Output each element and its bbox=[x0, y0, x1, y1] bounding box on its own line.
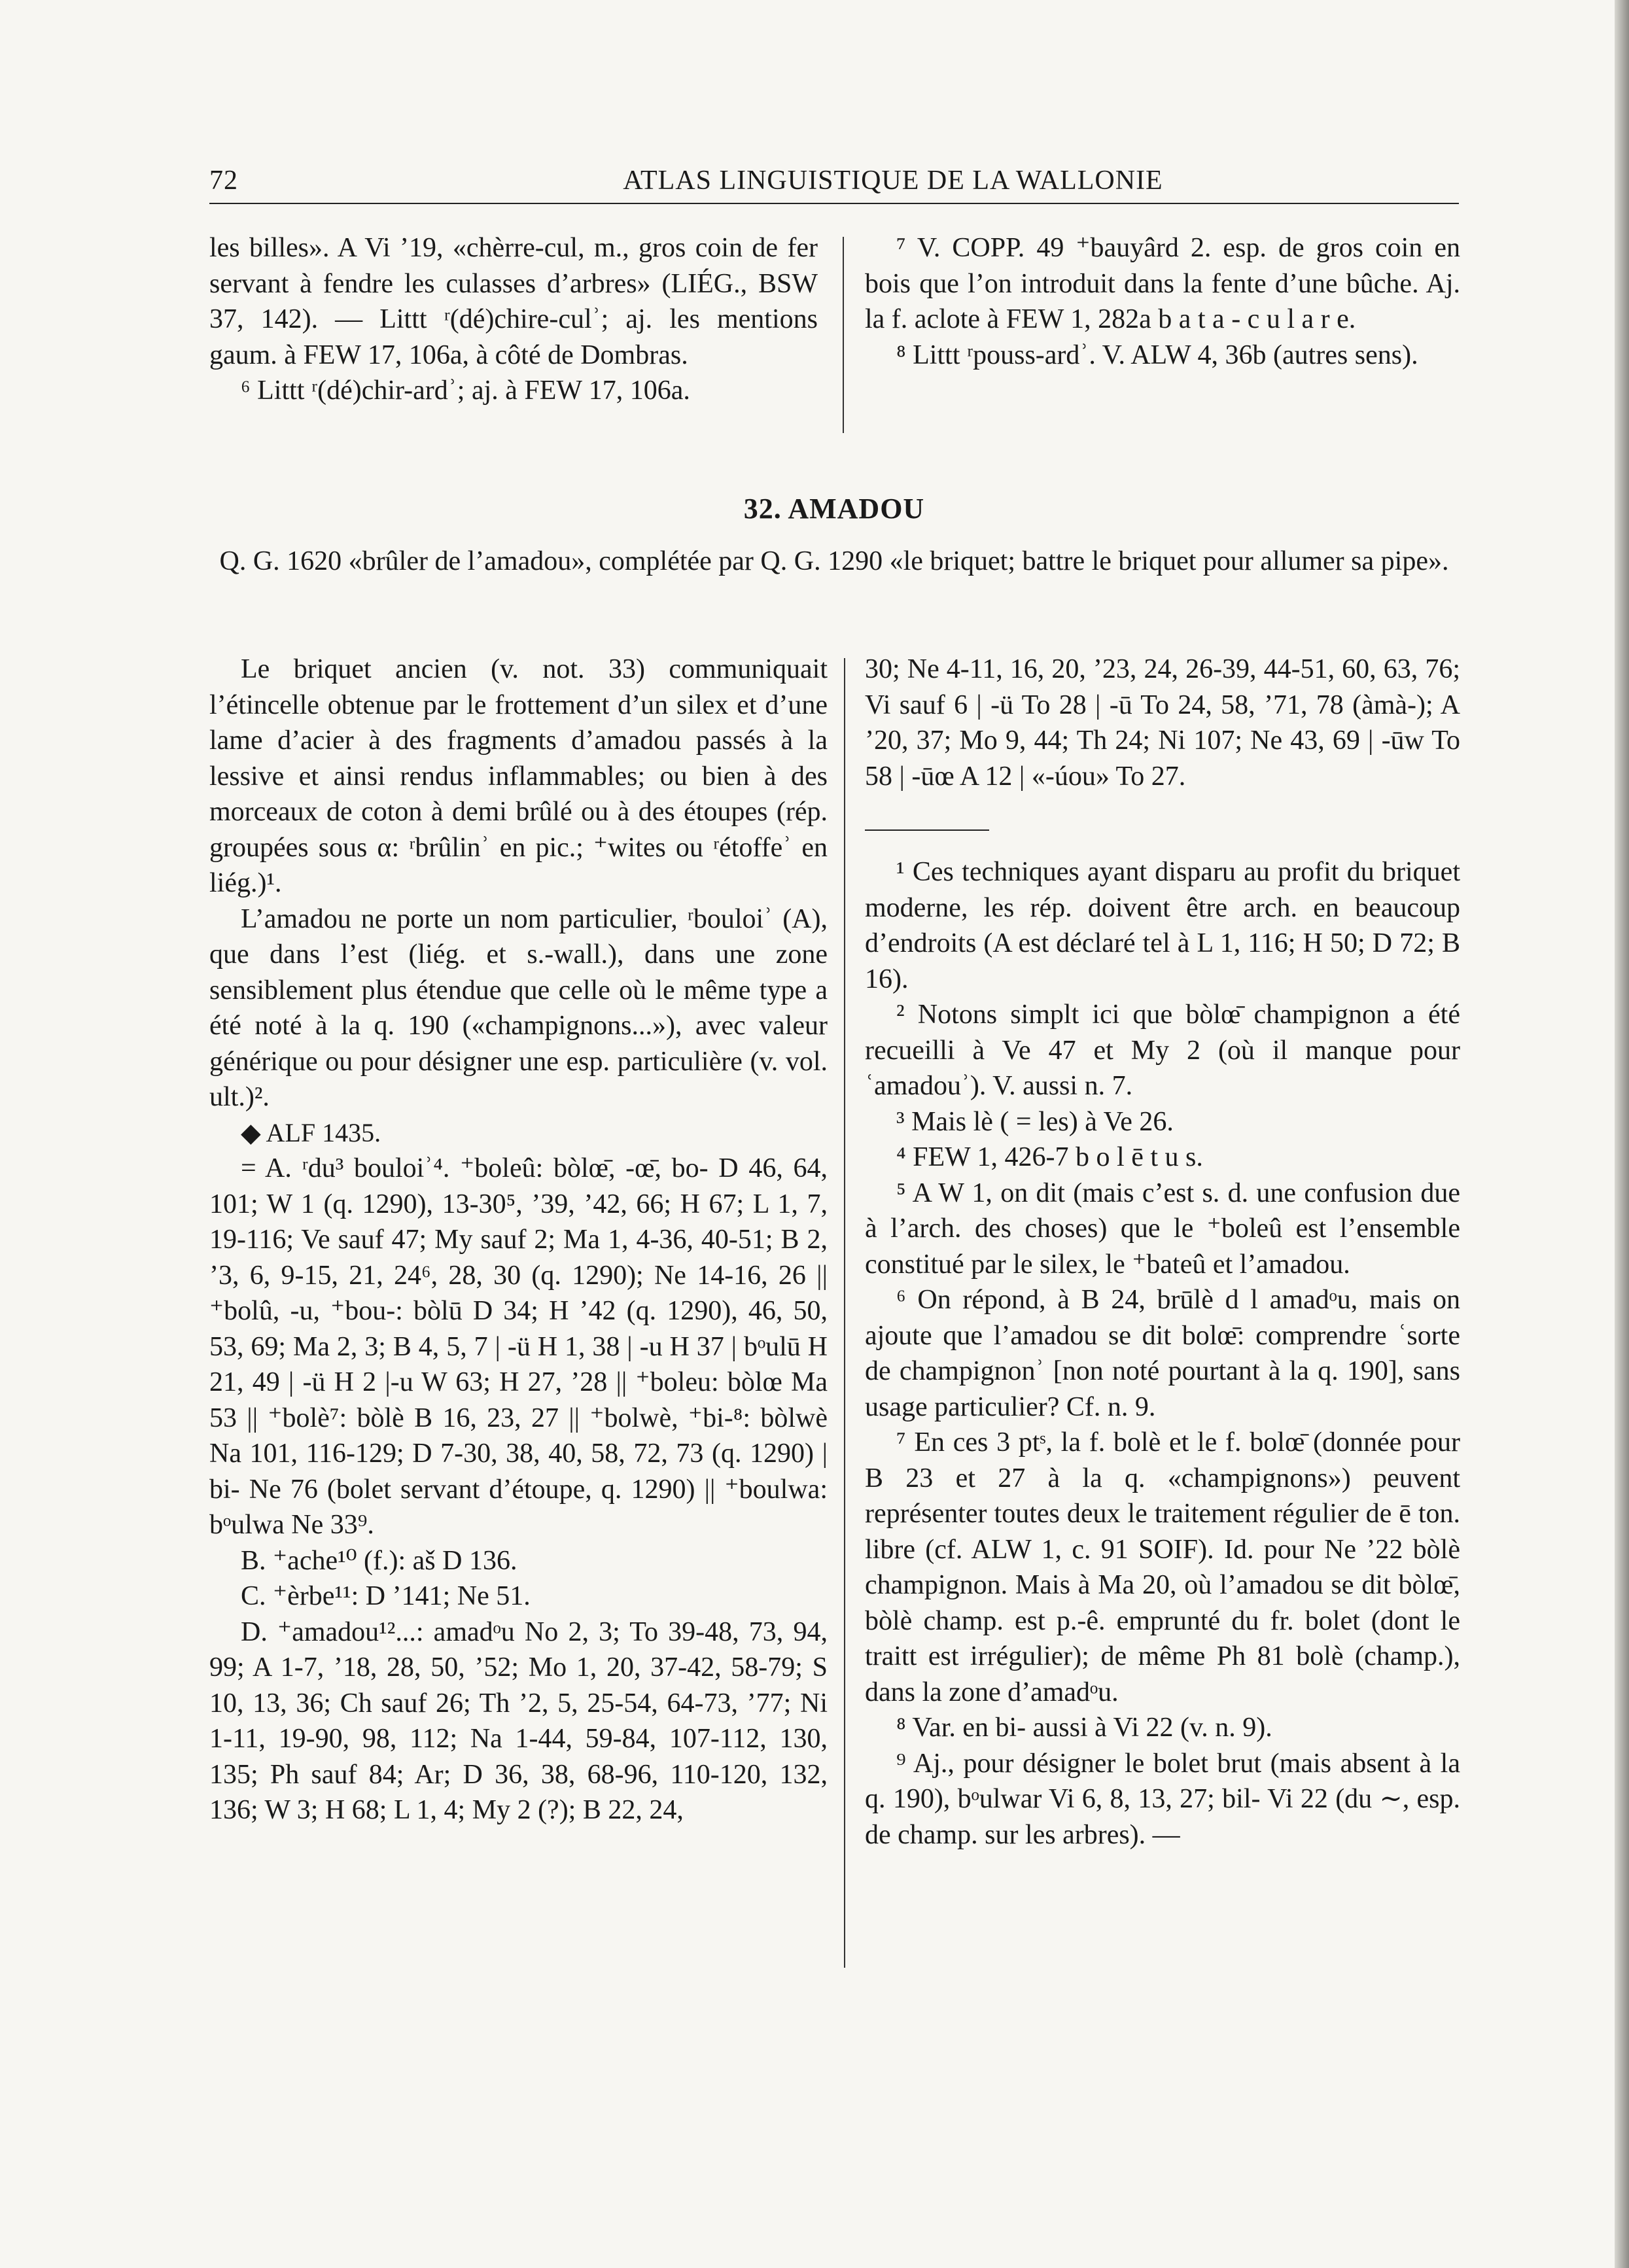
footnote-6: ⁶ Littt ʳ(dé)chir-ardʾ; aj. à FEW 17, 106a. bbox=[241, 375, 690, 406]
alf-reference: ◆ ALF 1435. bbox=[241, 1117, 381, 1147]
footnote-3: ³ Mais lè ( = les) à Ve 26. bbox=[896, 1106, 1174, 1137]
footnote-6-main: ⁶ On répond, à B 24, brūlè d l amadᵒu, mais on ajoute que l’amadou se dit bolœ̄: comprendre ʿsorte de champignonʾ [non noté pourtant à la q. 190], sans usage particulier? Cf. n. 9. bbox=[865, 1285, 1460, 1422]
page-number: 72 bbox=[209, 166, 238, 196]
footnote-8-main: ⁸ Var. en bi- aussi à Vi 22 (v. n. 9). bbox=[896, 1713, 1272, 1743]
footnote-1: ¹ Ces techniques ayant disparu au profit du briquet moderne, les rép. doivent être arch. en beaucoup d’endroits (A est déclaré tel à L 1, 116; H 50; D 72; B 16). bbox=[865, 857, 1460, 994]
type-d-entry: D. ⁺amadou¹²...: amadᵒu No 2, 3; To 39-48, 73, 94, 99; A 1-7, ’18, 28, 50, ’52; Mo 1, 20, 37-42, 58-79; S 10, 13, 36; Ch sauf 26; Th ’2, 5, 25-54, 64-73, ’77; Ni 1-11, 19-90, 98, 112; Na 1-44, 59-84, 107-112, 130, 135; Ph sauf 84; Ar; D 36, 38, 68-96, 110-120, 132, 136; W 3; H 68; L 1, 4; My 2 (?); B 22, 24, bbox=[209, 1616, 828, 1825]
footnote-9: ⁹ Aj., pour désigner le bolet brut (mais absent à la q. 190), bᵒulwar Vi 6, 8, 13, 27; bil- Vi 22 (du ∼, esp. de champ. sur les arbres). — bbox=[865, 1748, 1460, 1850]
column-divider-top bbox=[843, 237, 844, 433]
top-left-column bbox=[209, 230, 818, 409]
type-a-entry: = A. ʳdu³ bouloiʾ⁴. ⁺boleû: bòlœ̄, -œ̄, bo- D 46, 64, 101; W 1 (q. 1290), 13-30⁵, ’39, ’42, 66; H 67; L 1, 7, 19-116; Ve sauf 47; My sauf 2; Ma 1, 4-36, 40-51; B 2, ’3, 6, 9-15, 21, 24⁶, 28, 30 (q. 1290); Ne 14-16, 26 || ⁺bolû, -u, ⁺bou-: bòlū D 34; H ’42 (q. 1290), 46, 50, 53, 69; Ma 2, 3; B 4, 5, 7 | -ü H 1, 38 | -u H 37 | bᵒulū H 21, 49 | -ü H 2 |-u W 63; H 27, ’28 || ⁺boleu: bòlœ Ma 53 || ⁺bolè⁷: bòlè B 16, 23, 27 || ⁺bolwè, ⁺bi-⁸: bòlwè Na 101, 116-129; D 7-30, 38, 40, 58, 72, 73 (q. 1290) | bi- Ne 76 (bolet servant d’étoupe, q. 1290) || ⁺boulwa: bᵒulwa Ne 33⁹. bbox=[209, 1153, 828, 1540]
type-c-entry: C. ⁺èrbe¹¹: D ’141; Ne 51. bbox=[241, 1581, 531, 1611]
footnote-rule bbox=[865, 829, 989, 831]
bouloi-paragraph: L’amadou ne porte un nom particulier, ʳbouloiʾ (A), que dans l’est (liég. et s.-wall.), dans une zone sensiblement plus étendue que celle où le même type a été noté à la q. 190 («champignons...»), avec valeur générique ou pour désigner une esp. particulière (v. vol. ult.)². bbox=[209, 903, 828, 1112]
column-divider-main bbox=[844, 658, 845, 1968]
main-left-column bbox=[209, 652, 828, 1828]
footnote-7-main: ⁷ En ces 3 ptˢ, la f. bolè et le f. bolœ̄ (donnée pour B 23 et 27 à la q. «champignons») peuvent représenter toutes deux le traitement régulier de ē ton. libre (cf. ALW 1, c. 91 SOIF). Id. pour Ne ’22 bòlè champignon. Mais à Ma 20, où l’amadou se dit bòlœ̄, bòlè champ. est p.-ê. emprunté du fr. bolet (dont le traitt est irrégulier); de même Ph 81 bolè (champ.), dans la zone d’amadᵒu. bbox=[865, 1427, 1460, 1707]
book-title: ATLAS LINGUISTIQUE DE LA WALLONIE bbox=[623, 166, 1163, 196]
intro-paragraph: Le briquet ancien (v. not. 33) communiquait l’étincelle obtenue par le frottement d’un silex et d’une lame d’acier à des fragments d’amadou passés à la lessive et ainsi rendus inflammables; ou bien à des morceaux de coton à demi brûlé ou à des étoupes (rép. groupées sous α: ʳbrûlinʾ en pic.; ⁺wites ou ʳétoffeʾ en liég.)¹. bbox=[209, 654, 828, 898]
footnote-7: ⁷ V. COPP. 49 ⁺bauyârd 2. esp. de gros coin en bois que l’on introduit dans la fente d’une bûche. Aj. la f. aclote à FEW 1, 282a b a t a - c u l a r e. bbox=[865, 233, 1460, 334]
top-right-column bbox=[865, 230, 1460, 373]
footnote-4: ⁴ FEW 1, 426-7 b o l ē t u s. bbox=[896, 1142, 1203, 1172]
footnote-8: ⁸ Littt ʳpouss-ardʾ. V. ALW 4, 36b (autres sens). bbox=[896, 340, 1418, 370]
type-b-entry: B. ⁺ache¹⁰ (f.): aš D 136. bbox=[241, 1545, 517, 1576]
page-edge-shadow bbox=[1615, 0, 1629, 2268]
type-d-continuation: 30; Ne 4-11, 16, 20, ’23, 24, 26-39, 44-51, 60, 63, 76; Vi sauf 6 | -ü To 28 | -ū To 24, 58, ’71, 78 (àmà-); A ’20, 37; Mo 9, 44; Th 24; Ni 107; Ne 43, 69 | -ūw To 58 | -ūœ A 12 | «-úou» To 27. bbox=[865, 654, 1460, 792]
main-right-column bbox=[865, 652, 1460, 1853]
footnote-5: ⁵ A W 1, on dit (mais c’est s. d. une confusion due à l’arch. des choses) que le ⁺boleû est l’ensemble constitué par le silex, le ⁺bateû et l’amadou. bbox=[865, 1178, 1460, 1280]
section-question: Q. G. 1620 «brûler de l’amadou», complétée par Q. G. 1290 «le briquet; battre le briquet pour allumer sa pipe». bbox=[219, 546, 1449, 576]
footnote-continuation: les billes». A Vi ’19, «chèrre-cul, m., gros coin de fer servant à fendre les culasses d’arbres» (LIÉG., BSW 37, 142). — Littt ʳ(dé)chire-culʾ; aj. les mentions gaum. à FEW 17, 106a, à côté de Dombras. bbox=[209, 233, 818, 370]
footnote-2: ² Notons simplt ici que bòlœ̄ champignon a été recueilli à Ve 47 et My 2 (où il manque pour ʿamadouʾ). V. aussi n. 7. bbox=[865, 1000, 1460, 1101]
section-title: 32. AMADOU bbox=[743, 493, 925, 525]
running-head bbox=[209, 164, 1459, 204]
